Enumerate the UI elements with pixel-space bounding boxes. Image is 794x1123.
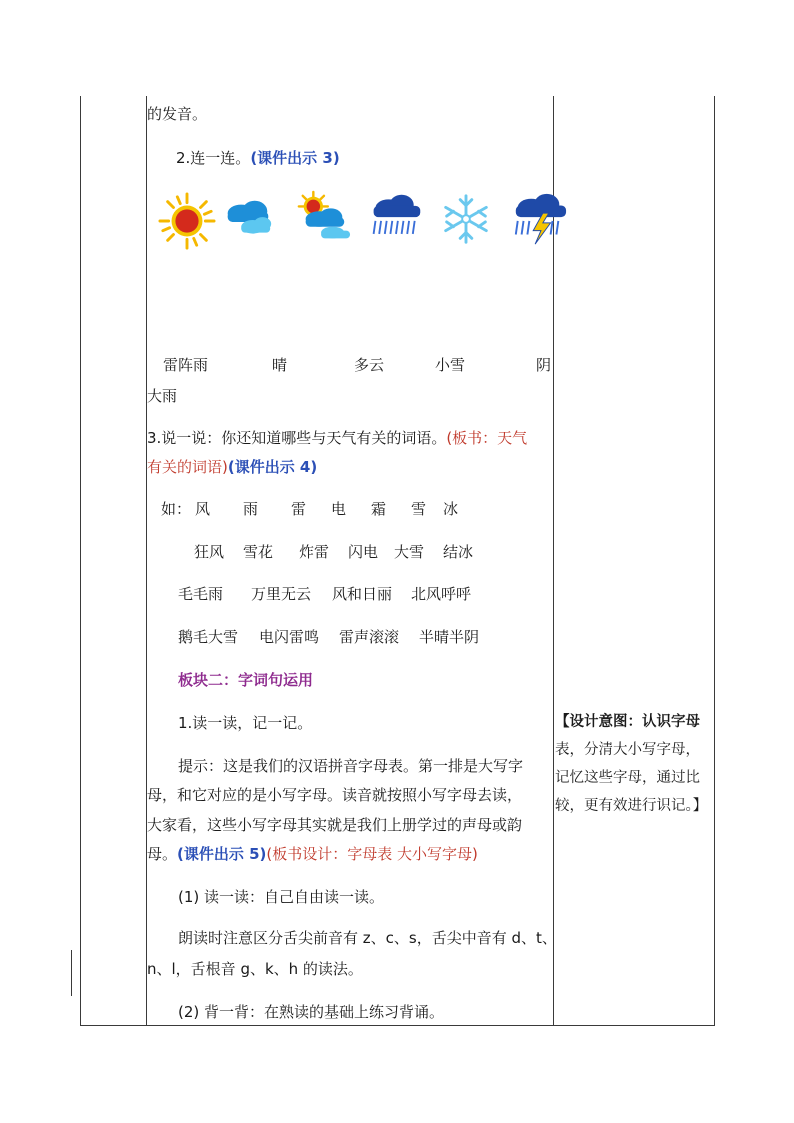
weather-word-cloudy: 多云	[354, 356, 385, 374]
section-2-title: 板块二：字词句运用	[178, 671, 314, 689]
table-column-divider-1	[146, 96, 147, 1026]
word-north-wind: 北风呼呼	[411, 585, 472, 603]
word-cloudless: 万里无云	[251, 585, 312, 603]
weather-word-sunny: 晴	[272, 356, 288, 374]
word-rain: 雨	[243, 500, 259, 518]
word-snow: 雪	[411, 500, 427, 518]
word-freeze: 结冰	[443, 543, 474, 561]
table-border-bottom	[80, 1025, 715, 1026]
word-thunderclap: 炸雷	[299, 543, 330, 561]
item-3-text: 3.说一说：你还知道哪些与天气有关的词语。	[147, 429, 447, 447]
word-lightning: 电	[331, 500, 347, 518]
weather-word-overcast: 阴	[536, 356, 552, 374]
item-2-heading	[176, 148, 340, 168]
word-wind: 风	[195, 500, 211, 518]
item-3-line-1	[147, 428, 527, 448]
item-3-line-2	[147, 457, 317, 477]
word-thunder: 雷	[291, 500, 307, 518]
hint-courseware-ref: (课件出示 5)	[177, 845, 267, 863]
design-intent-line-4: 较，更有效进行识记。】	[555, 798, 708, 814]
hint-line-4	[147, 844, 478, 864]
word-sunny-breeze: 风和日丽	[332, 585, 393, 603]
thunderstorm-icon	[509, 190, 569, 248]
word-ice: 冰	[443, 500, 459, 518]
weather-word-heavy-rain: 大雨	[147, 387, 178, 405]
sub-item-2: (2) 背一背：在熟读的基础上练习背诵。	[178, 1003, 445, 1021]
sun-icon	[158, 192, 216, 250]
sun-cloud-icon	[292, 190, 354, 248]
hint-board-design: (板书设计：字母表 大小写字母)	[266, 845, 478, 863]
word-thunder-lightning: 电闪雷鸣	[259, 628, 320, 646]
word-heavy-snow: 大雪	[394, 543, 425, 561]
sub-item-1: (1) 读一读：自己自由读一读。	[178, 888, 385, 906]
hint-line-1: 提示：这是我们的汉语拼音字母表。第一排是大写字	[178, 757, 524, 775]
hint-line-2: 母，和它对应的是小写字母。读音就按照小写字母去读，	[147, 786, 523, 804]
word-lightning-flash: 闪电	[348, 543, 379, 561]
note-line-1: 朗读时注意区分舌尖前音有 z、c、s，舌尖中音有 d、t、	[178, 929, 557, 947]
item-1-text: 1.读一读，记一记。	[178, 714, 313, 732]
word-snowflake: 雪花	[243, 543, 274, 561]
word-drizzle: 毛毛雨	[178, 585, 224, 603]
item-3-board-note-b: 有关的词语)	[147, 458, 228, 476]
table-border-left	[80, 96, 81, 1026]
item-2-courseware-ref: (课件出示 3)	[250, 149, 340, 167]
weather-word-thunder-shower: 雷阵雨	[163, 356, 209, 374]
word-rolling-thunder: 雷声滚滚	[339, 628, 400, 646]
word-gale: 狂风	[194, 543, 225, 561]
design-intent-line-3: 记忆这些字母，通过比	[555, 770, 700, 786]
hint-line-4-text: 母。	[147, 845, 178, 863]
snowflake-icon	[437, 190, 495, 248]
design-intent-line-2: 表，分清大小写字母，	[555, 742, 700, 758]
table-border-right	[714, 96, 715, 1026]
item-3-courseware-ref: (课件出示 4)	[227, 458, 318, 476]
design-intent-line-1-text: 【设计意图：认识字母	[555, 714, 700, 730]
hint-line-3: 大家看，这些小写字母其实就是我们上册学过的声母或韵	[147, 816, 523, 834]
word-half-sunny: 半晴半阴	[419, 628, 480, 646]
design-intent-line-1	[555, 712, 700, 732]
pronunciation-line: 的发音。	[147, 105, 208, 123]
word-frost: 霜	[371, 500, 387, 518]
note-line-2: n、l，舌根音 g、k、h 的读法。	[147, 960, 363, 978]
word-goose-feather-snow: 鹅毛大雪	[178, 628, 239, 646]
item-3-board-note-a: (板书：天气	[446, 429, 528, 447]
item-2-text: 2.连一连。	[176, 149, 251, 167]
weather-word-light-snow: 小雪	[435, 356, 466, 374]
margin-mark	[71, 950, 72, 996]
rain-cloud-icon	[368, 190, 424, 248]
example-label: 如：	[161, 500, 192, 518]
cloud-icon	[217, 192, 277, 250]
